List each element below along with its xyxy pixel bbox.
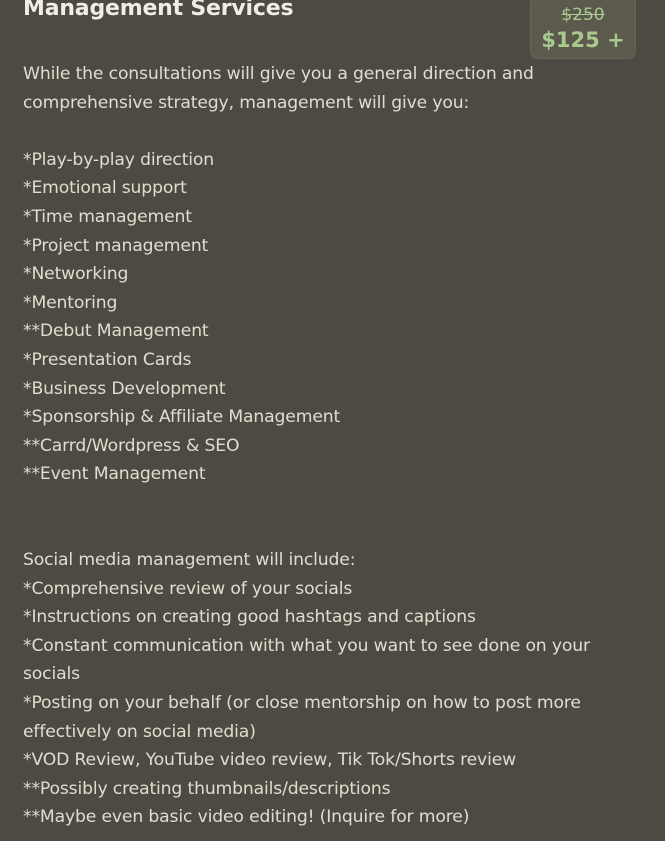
social-heading: Social media management will include: bbox=[23, 550, 356, 571]
social-item: **Possibly creating thumbnails/descriptions bbox=[23, 778, 391, 799]
management-item: *Networking bbox=[23, 264, 129, 285]
description-body bbox=[23, 60, 633, 832]
section-title: Management Services bbox=[23, 0, 294, 21]
management-item: *Business Development bbox=[23, 378, 226, 399]
original-price: $250 bbox=[561, 4, 605, 25]
social-item: *Comprehensive review of your socials bbox=[23, 578, 353, 599]
intro-line: While the consultations will give you a general direction and bbox=[23, 64, 534, 84]
social-item: **Maybe even basic video editing! (Inquire for more) bbox=[23, 807, 470, 828]
spacer bbox=[23, 117, 633, 146]
social-item: *Instructions on creating good hashtags and captions bbox=[23, 607, 476, 628]
social-item: *VOD Review, YouTube video review, Tik Tok/Shorts review bbox=[23, 750, 517, 771]
social-item: *Posting on your behalf (or close mentorship on how to post more bbox=[23, 693, 581, 714]
management-item: *Sponsorship & Affiliate Management bbox=[23, 407, 341, 428]
social-item: *Constant communication with what you want to see done on your bbox=[23, 635, 590, 656]
management-item: *Presentation Cards bbox=[23, 349, 192, 370]
intro-line: comprehensive strategy, management will give you: bbox=[23, 92, 470, 113]
current-price: $125 + bbox=[541, 27, 625, 52]
management-item: *Mentoring bbox=[23, 292, 118, 313]
social-item: effectively on social media) bbox=[23, 721, 256, 742]
spacer bbox=[23, 518, 633, 547]
management-item: **Carrd/Wordpress & SEO bbox=[23, 435, 240, 456]
price-badge bbox=[530, 0, 636, 59]
management-item: **Debut Management bbox=[23, 321, 209, 342]
management-item: *Project management bbox=[23, 235, 209, 256]
management-item: **Event Management bbox=[23, 464, 206, 485]
spacer bbox=[23, 489, 633, 518]
management-item: *Emotional support bbox=[23, 178, 187, 199]
management-item: *Time management bbox=[23, 206, 192, 227]
management-item: *Play-by-play direction bbox=[23, 149, 215, 170]
social-item: socials bbox=[23, 664, 80, 685]
